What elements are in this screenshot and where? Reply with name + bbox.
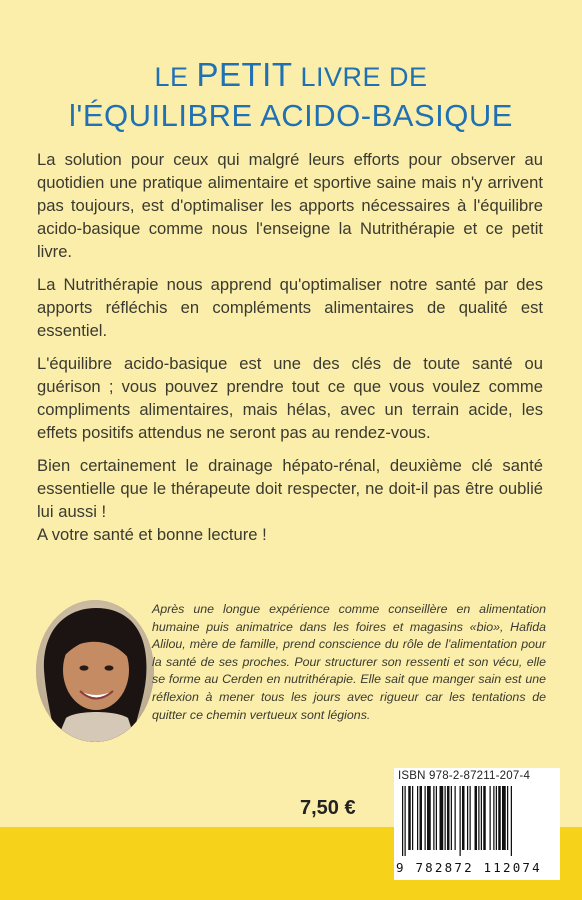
barcode-bar: [455, 786, 456, 850]
barcode-bar: [460, 786, 461, 856]
author-photo: [36, 600, 154, 742]
barcode-bar: [447, 786, 450, 850]
barcode-bar: [490, 786, 491, 850]
barcode-bar: [470, 786, 471, 850]
barcode-icon: [398, 786, 556, 856]
barcode-bar: [481, 786, 482, 850]
barcode-bar: [445, 786, 446, 850]
barcode-bar: [467, 786, 468, 850]
barcode-digits: 9 782872 112074: [396, 860, 542, 875]
blurb-closing: A votre santé et bonne lecture !: [37, 525, 267, 544]
barcode-bar: [507, 786, 508, 850]
title-line-1-big: PETIT: [196, 56, 293, 93]
barcode-bar: [402, 786, 403, 856]
barcode-bar: [496, 786, 497, 850]
barcode-bar: [408, 786, 411, 850]
barcode-bar: [493, 786, 494, 850]
title-line-1-post: LIVRE DE: [292, 62, 428, 92]
title-line-1: [0, 58, 582, 94]
barcode-bar: [405, 786, 406, 856]
blurb-paragraph: L'équilibre acido-basique est une des clés de toute santé ou guérison ; vous pouvez prendre tout ce que vous voulez comme compliments alimentaires, mais hélas, avec un terrain acide, les effets positifs attendus ne seront pas au rendez-vous.: [37, 354, 543, 442]
author-bio: Après une longue expérience comme conseillère en alimentation humaine puis animatrice dans les foires et magasins «bio», Hafida Alilou, mère de famille, prend conscience du rôle de l'alimentation pour la santé de ses proches. Pour structurer son ressenti et son vécu, elle se forme au Cerden en nutrithérapie. Elle sait que manger sain est une réflexion à mener tous les jours avec rigueur car les tentations de quitter ce chemin vertueux sont légions.: [152, 602, 546, 722]
barcode-bar: [451, 786, 452, 850]
blurb-paragraph: Bien certainement le drainage hépato-rénal, deuxième clé santé essentielle que le thérapeute doit respecter, ne doit-il pas être oublié lui aussi !: [37, 456, 543, 521]
barcode-bar: [425, 786, 426, 850]
barcode-bar: [412, 786, 413, 850]
barcode-bar: [483, 786, 486, 850]
barcode-bar: [420, 786, 423, 850]
barcode-bar: [440, 786, 444, 850]
title-line-1-pre: LE: [154, 62, 197, 92]
blurb-paragraph: La solution pour ceux qui malgré leurs efforts pour observer au quotidien une pratique alimentaire et sportive saine mais n'y arrivent pas toujours, est d'optimaliser les apports nécessaires à l'équilibre acido-basique comme nous l'enseigne la Nutrithérapie et ce petit livre.: [37, 150, 543, 261]
barcode-bar: [475, 786, 478, 850]
barcode-bar: [498, 786, 501, 850]
barcode-bar: [462, 786, 465, 850]
barcode-bar: [502, 786, 506, 850]
title-line-2: l'ÉQUILIBRE ACIDO-BASIQUE: [69, 98, 513, 133]
barcode-bar: [511, 786, 512, 856]
blurb-paragraph: La Nutrithérapie nous apprend qu'optimaliser notre santé par des apports réfléchis en compléments alimentaires de qualité est essentiel.: [37, 275, 543, 340]
barcode-bar: [436, 786, 437, 850]
author-portrait-icon: [36, 600, 154, 742]
blurb-text: [37, 148, 543, 556]
price-label: 7,50 €: [300, 797, 356, 819]
barcode-bar: [433, 786, 434, 850]
book-title: [0, 58, 582, 136]
barcode-bar: [478, 786, 479, 850]
barcode-bar: [417, 786, 418, 850]
isbn-label: ISBN 978-2-87211-207-4: [398, 770, 531, 782]
barcode-bar: [427, 786, 431, 850]
